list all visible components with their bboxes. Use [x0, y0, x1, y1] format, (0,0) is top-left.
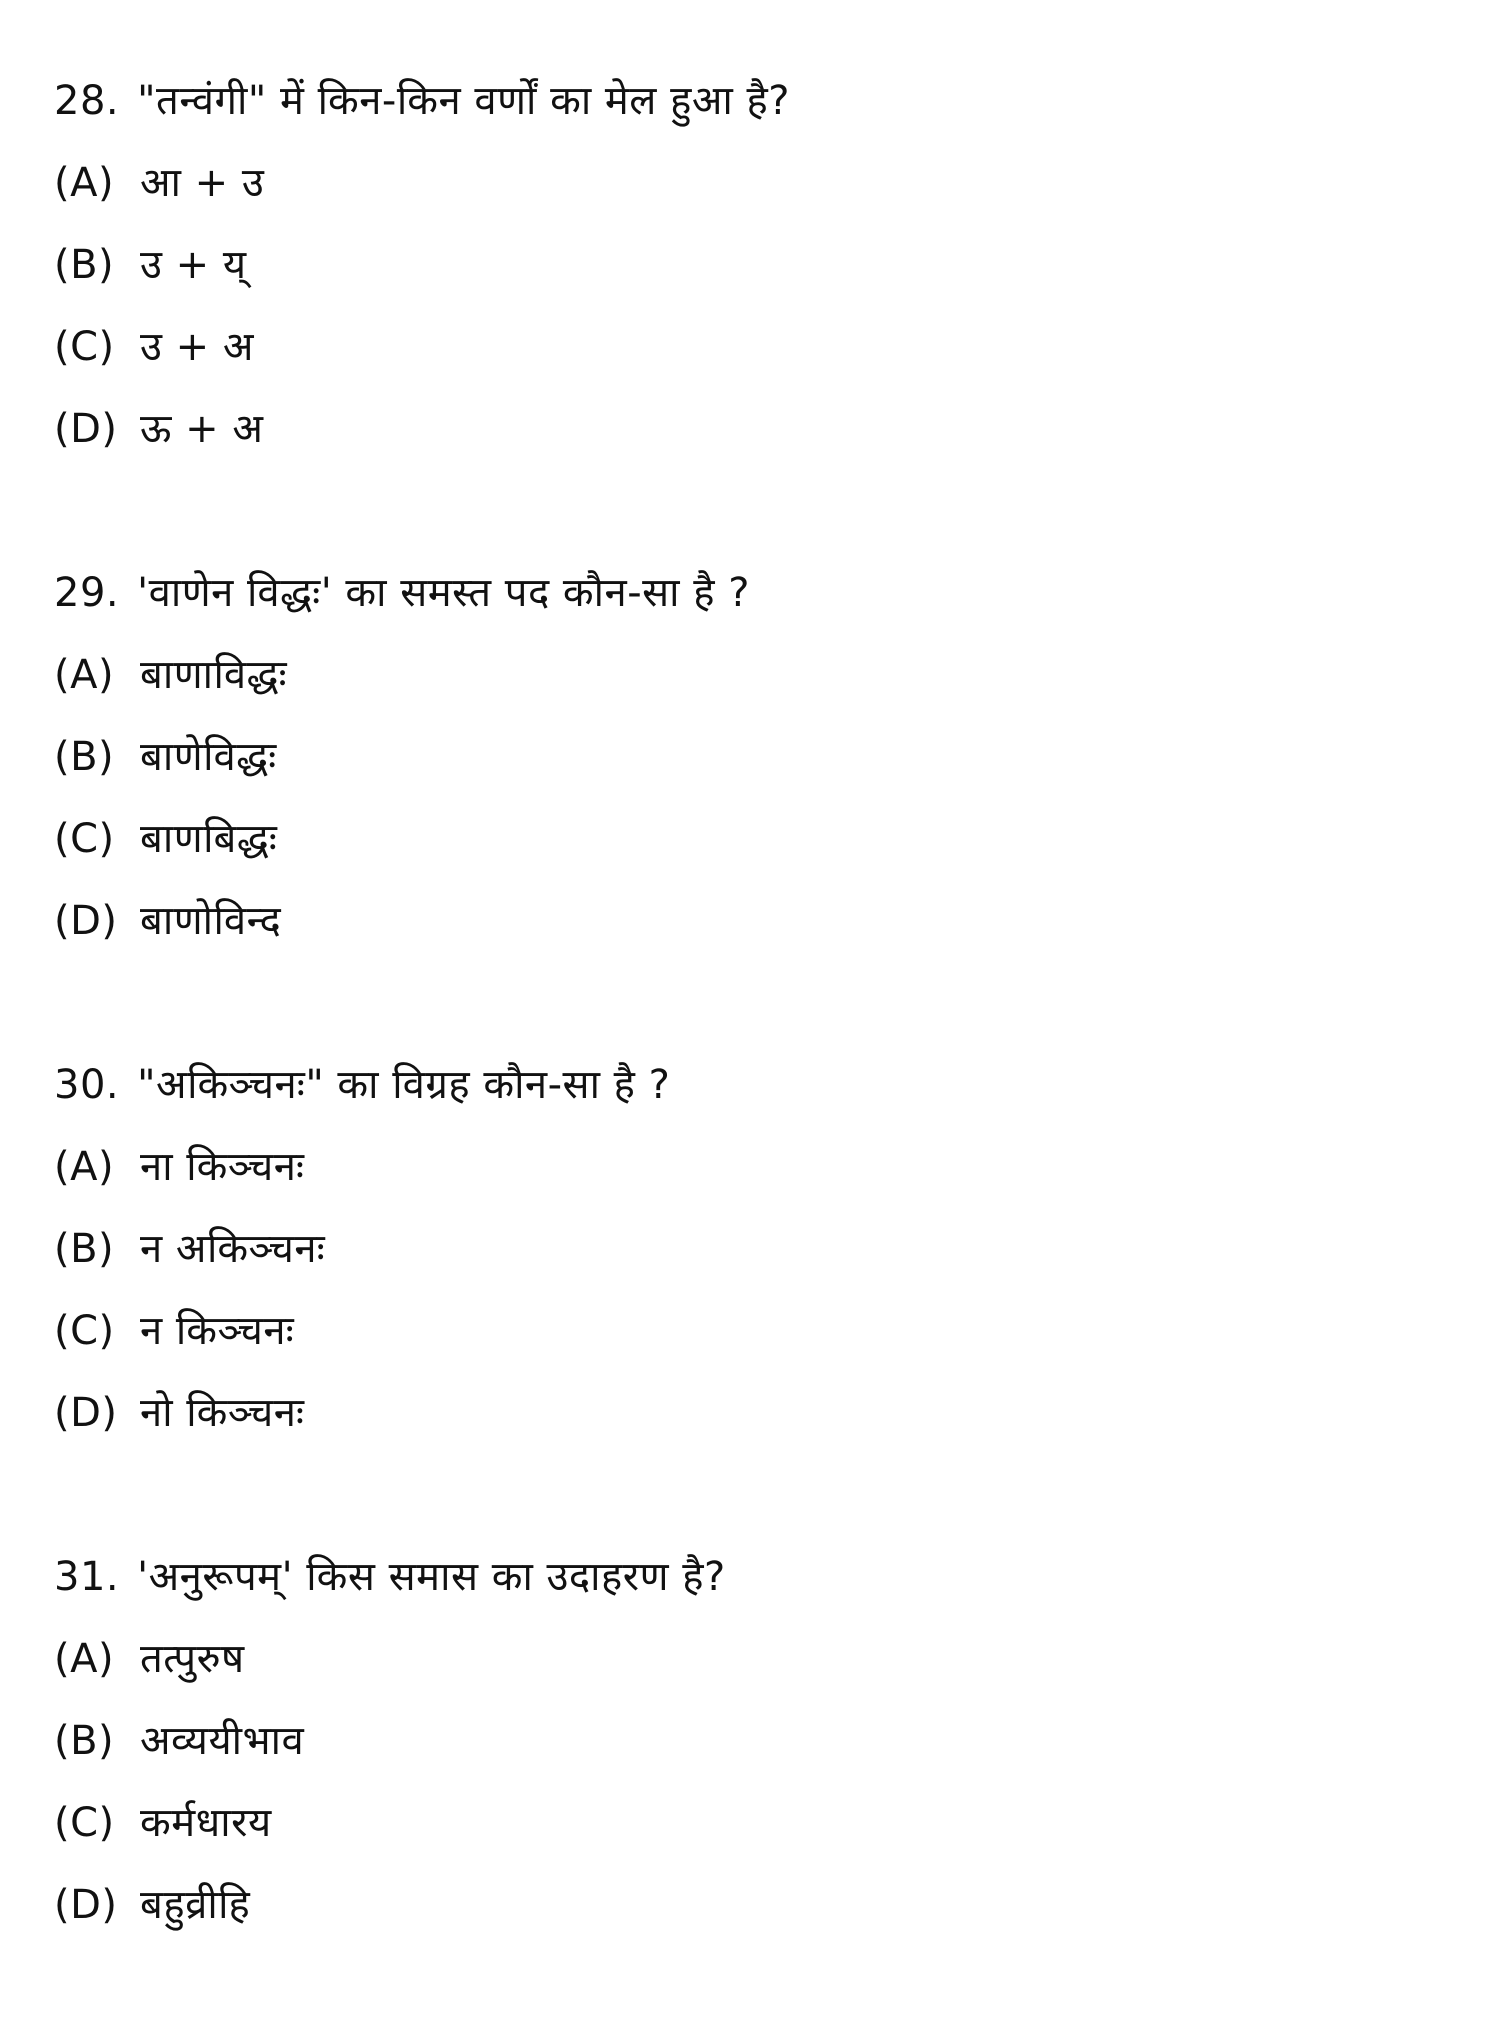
option-a[interactable]: [54, 1136, 1454, 1218]
option-c[interactable]: [54, 316, 1454, 398]
option-d[interactable]: [54, 890, 1454, 972]
option-b[interactable]: [54, 726, 1454, 808]
question-number: 30.: [54, 1062, 120, 1108]
option-text: उ + य्: [140, 242, 247, 288]
question-stem: [54, 70, 1454, 152]
option-text: न किञ्चनः: [140, 1308, 295, 1354]
option-text: ना किञ्चनः: [140, 1144, 305, 1190]
option-text: बाणाविद्धः: [140, 652, 288, 698]
option-label: (A): [54, 1636, 115, 1682]
question-number: 31.: [54, 1554, 120, 1600]
question-stem: [54, 1054, 1454, 1136]
question-number: 29.: [54, 570, 120, 616]
question-text: 'अनुरूपम्' किस समास का उदाहरण है?: [137, 1554, 726, 1600]
option-label: (B): [54, 1718, 115, 1764]
option-label: (D): [54, 1882, 118, 1928]
option-c[interactable]: [54, 1300, 1454, 1382]
option-a[interactable]: [54, 644, 1454, 726]
option-c[interactable]: [54, 808, 1454, 890]
option-label: (A): [54, 1144, 115, 1190]
option-label: (A): [54, 160, 115, 206]
option-text: तत्पुरुष: [140, 1636, 245, 1682]
option-d[interactable]: [54, 1874, 1454, 1956]
option-text: बाणबिद्धः: [140, 816, 278, 862]
option-text: कर्मधारय: [140, 1800, 272, 1846]
option-b[interactable]: [54, 1710, 1454, 1792]
option-text: न अकिञ्चनः: [140, 1226, 326, 1272]
option-c[interactable]: [54, 1792, 1454, 1874]
option-label: (C): [54, 324, 115, 370]
option-a[interactable]: [54, 1628, 1454, 1710]
question-28: [54, 70, 1454, 480]
option-a[interactable]: [54, 152, 1454, 234]
option-d[interactable]: [54, 1382, 1454, 1464]
option-text: नो किञ्चनः: [140, 1390, 305, 1436]
question-text: 'वाणेन विद्धः' का समस्त पद कौन-सा है ?: [137, 570, 750, 616]
option-text: आ + उ: [140, 160, 265, 206]
option-label: (D): [54, 1390, 118, 1436]
option-b[interactable]: [54, 1218, 1454, 1300]
question-stem: [54, 1546, 1454, 1628]
option-label: (D): [54, 406, 118, 452]
option-label: (B): [54, 734, 115, 780]
option-b[interactable]: [54, 234, 1454, 316]
option-label: (A): [54, 652, 115, 698]
question-stem: [54, 562, 1454, 644]
option-text: बाणेविद्धः: [140, 734, 277, 780]
option-label: (B): [54, 242, 115, 288]
option-label: (B): [54, 1226, 115, 1272]
question-number: 28.: [54, 78, 120, 124]
option-text: ऊ + अ: [140, 406, 264, 452]
question-29: [54, 562, 1454, 972]
option-text: उ + अ: [140, 324, 254, 370]
option-label: (D): [54, 898, 118, 944]
option-label: (C): [54, 816, 115, 862]
option-text: बाणोविन्द: [140, 898, 282, 944]
option-label: (C): [54, 1800, 115, 1846]
option-label: (C): [54, 1308, 115, 1354]
question-text: "अकिञ्चनः" का विग्रह कौन-सा है ?: [137, 1062, 671, 1108]
question-31: [54, 1546, 1454, 1956]
question-text: "तन्वंगी" में किन-किन वर्णों का मेल हुआ है?: [137, 78, 790, 124]
question-30: [54, 1054, 1454, 1464]
option-text: बहुव्रीहि: [140, 1882, 251, 1928]
option-text: अव्ययीभाव: [140, 1718, 305, 1764]
option-d[interactable]: [54, 398, 1454, 480]
